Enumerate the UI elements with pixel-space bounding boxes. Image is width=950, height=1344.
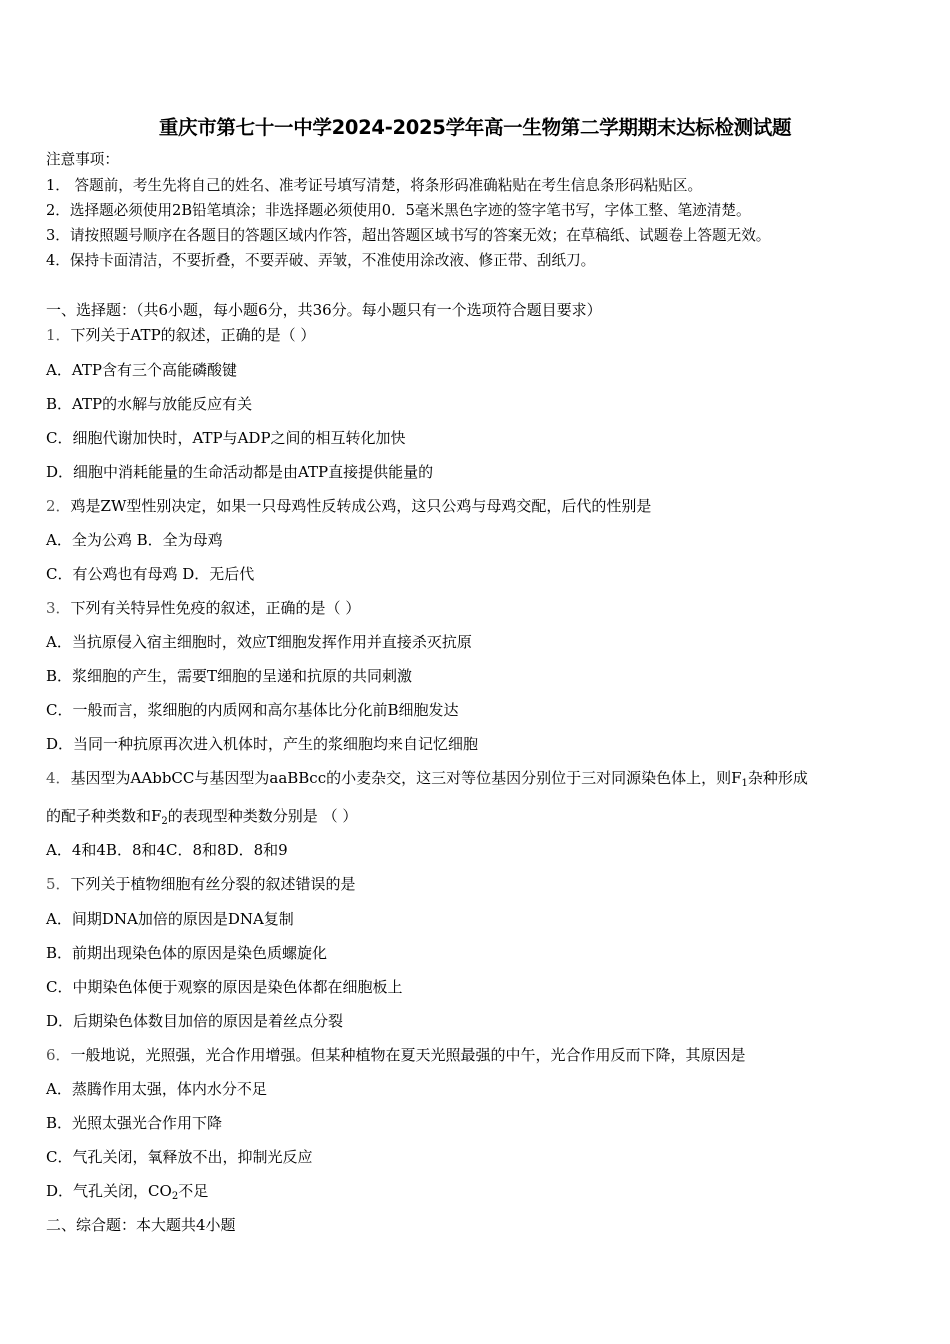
option: C．中期染色体便于观察的原因是染色体都在细胞板上 <box>46 978 403 996</box>
question-number: 1． <box>46 326 71 344</box>
option: A．ATP含有三个高能磷酸键 <box>46 361 237 379</box>
option: C．气孔关闭，氧释放不出，抑制光反应 <box>46 1148 313 1166</box>
option: C．有公鸡也有母鸡 D．无后代 <box>46 565 255 583</box>
question-number: 6． <box>46 1046 71 1064</box>
option: A．全为公鸡 B．全为母鸡 <box>46 531 223 549</box>
option: A．4和4B．8和4C．8和8D．8和9 <box>46 841 288 859</box>
subscript: 2 <box>161 816 168 827</box>
question-2 <box>46 496 651 516</box>
question-stem: 鸡是ZW型性别决定，如果一只母鸡性反转成公鸡，这只公鸡与母鸡交配，后代的性别是 <box>70 497 652 515</box>
option: B．光照太强光合作用下降 <box>46 1114 223 1132</box>
question-number: 2． <box>46 497 71 515</box>
option: D．细胞中消耗能量的生命活动都是由ATP直接提供能量的 <box>46 463 434 481</box>
notice-item: 4．保持卡面清洁，不要折叠，不要弄破、弄皱，不准使用涂改液、修正带、刮纸刀。 <box>46 252 596 269</box>
notice-item: 3．请按照题号顺序在各题目的答题区域内作答，超出答题区域书写的答案无效；在草稿纸、试题卷上答题无效。 <box>46 227 771 244</box>
question-stem-cont: 的表现型种类数分别是 （ ） <box>167 807 358 825</box>
option <box>46 1181 208 1201</box>
option: A．间期DNA加倍的原因是DNA复制 <box>46 910 294 928</box>
subscript: 1 <box>741 778 748 789</box>
option: D．当同一种抗原再次进入机体时，产生的浆细胞均来自记忆细胞 <box>46 735 479 753</box>
option-text-cont: 不足 <box>178 1182 209 1200</box>
question-stem-cont: 杂种形成 <box>747 769 808 787</box>
question-3 <box>46 598 360 618</box>
question-1 <box>46 325 315 345</box>
notice-heading: 注意事项： <box>46 151 119 168</box>
section-heading: 二、综合题：本大题共4小题 <box>46 1216 236 1234</box>
option: A．蒸腾作用太强，体内水分不足 <box>46 1080 267 1098</box>
question-stem: 下列关于ATP的叙述，正确的是（ ） <box>70 326 316 344</box>
question-stem: 一般地说，光照强，光合作用增强。但某种植物在夏天光照最强的中午，光合作用反而下降，其原因是 <box>70 1046 746 1064</box>
section-heading: 一、选择题：（共6小题，每小题6分，共36分。每小题只有一个选项符合题目要求） <box>46 301 602 319</box>
question-4-cont <box>46 806 357 826</box>
page-title: 重庆市第七十一中学2024-2025学年高一生物第二学期期末达标检测试题 <box>158 116 792 139</box>
question-number: 5． <box>46 875 71 893</box>
question-number: 4． <box>46 769 71 787</box>
option: C．细胞代谢加快时，ATP与ADP之间的相互转化加快 <box>46 429 406 447</box>
question-stem: 下列关于植物细胞有丝分裂的叙述错误的是 <box>70 875 356 893</box>
question-6 <box>46 1045 746 1065</box>
question-5 <box>46 874 356 894</box>
option: A．当抗原侵入宿主细胞时，效应T细胞发挥作用并直接杀灭抗原 <box>46 633 472 651</box>
option: C．一般而言，浆细胞的内质网和高尔基体比分化前B细胞发达 <box>46 701 459 719</box>
option: D．后期染色体数目加倍的原因是着丝点分裂 <box>46 1012 344 1030</box>
option: B．浆细胞的产生，需要T细胞的呈递和抗原的共同刺激 <box>46 667 413 685</box>
question-number: 3． <box>46 599 71 617</box>
subscript: 2 <box>171 1191 179 1202</box>
question-stem: 基因型为AAbbCC与基因型为aaBBcc的小麦杂交，这三对等位基因分别位于三对同源染色体上，则F <box>70 769 742 787</box>
question-stem: 下列有关特异性免疫的叙述，正确的是（ ） <box>70 599 361 617</box>
option-text: D．气孔关闭，CO <box>46 1182 172 1200</box>
option: B．ATP的水解与放能反应有关 <box>46 395 253 413</box>
option: B．前期出现染色体的原因是染色质螺旋化 <box>46 944 328 962</box>
notice-item: 2．选择题必须使用2B铅笔填涂；非选择题必须使用0．5毫米黑色字迹的签字笔书写，字体工整、笔迹清楚。 <box>46 202 751 219</box>
question-4 <box>46 768 808 788</box>
question-stem-cont: 的配子种类数和F <box>46 807 162 825</box>
notice-item: 1． 答题前，考生先将自己的姓名、准考证号填写清楚，将条形码准确粘贴在考生信息条形码粘贴区。 <box>46 177 703 194</box>
